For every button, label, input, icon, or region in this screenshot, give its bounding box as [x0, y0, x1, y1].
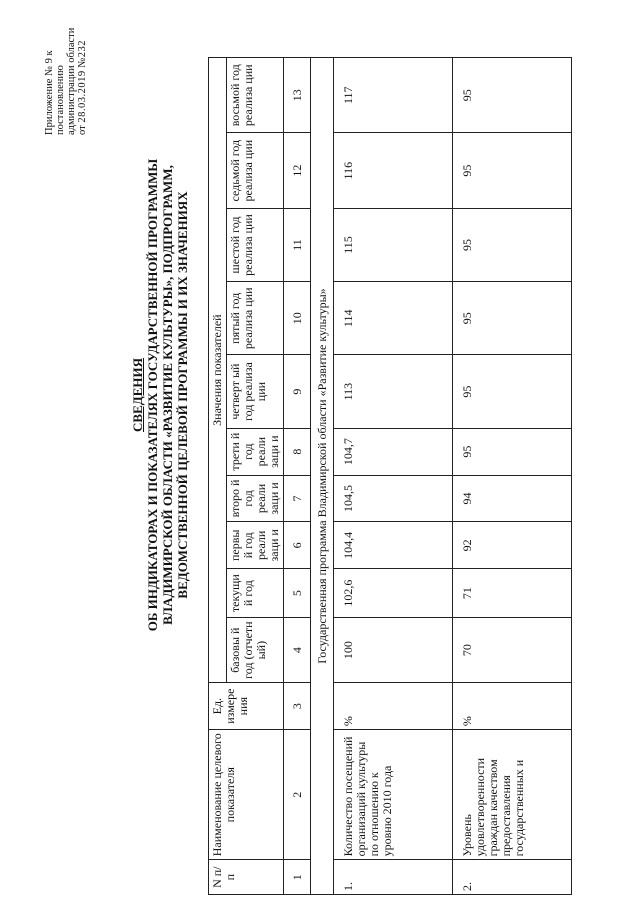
row-value: 94 [453, 475, 572, 522]
header-year: базовы й год (отчетн ый) [227, 618, 284, 683]
row-value: 102,6 [334, 569, 453, 618]
column-number: 5 [284, 569, 311, 618]
header-year: седьмой год реализа ции [227, 133, 284, 208]
title-line-3: ВЛАДИМИРСКОЙ ОБЛАСТИ «РАЗВИТИЕ КУЛЬТУРЫ», ПОДПРОГРАММ, [160, 165, 175, 625]
appendix-date-prefix: от [77, 122, 88, 135]
header-values-group: Значения показателей [209, 58, 227, 683]
row-value: 104,7 [334, 428, 453, 475]
column-number: 9 [284, 355, 311, 428]
section-title: Государственная программа Владимирской области «Развитие культуры» [311, 58, 334, 895]
title-line-2: ОБ ИНДИКАТОРАХ И ПОКАЗАТЕЛЯХ ГОСУДАРСТВЕННОЙ ПРОГРАММЫ [145, 158, 160, 632]
column-number: 4 [284, 618, 311, 683]
row-value: 95 [453, 282, 572, 355]
column-number: 8 [284, 428, 311, 475]
indicators-table [208, 57, 572, 895]
column-number: 10 [284, 282, 311, 355]
column-number: 2 [284, 730, 311, 860]
row-value: 71 [453, 569, 572, 618]
header-name: Наименование целевого показателя [209, 730, 284, 860]
row-value: 92 [453, 522, 572, 569]
row-value: 117 [334, 58, 453, 134]
column-number: 1 [284, 860, 311, 895]
title-line-4: ВЕДОМСТВЕННОЙ ЦЕЛЕВОЙ ПРОГРАММЫ И ИХ ЗНАЧЕНИЯХ [175, 191, 190, 599]
title-heading: СВЕДЕНИЯ [130, 358, 145, 432]
row-value: 95 [453, 58, 572, 134]
row-value: 104,4 [334, 522, 453, 569]
column-number: 3 [284, 683, 311, 730]
row-indicator-name: Количество посещений организаций культуры по отношению к уровню 2010 года [334, 730, 453, 860]
row-value: 95 [453, 428, 572, 475]
row-indicator-name: Уровень удовлетворенности граждан качеством предоставления государственных и [453, 730, 572, 860]
row-value: 115 [334, 208, 453, 281]
row-unit: % [453, 683, 572, 730]
column-number: 13 [284, 58, 311, 134]
appendix-note [44, 0, 88, 135]
row-value: 116 [334, 133, 453, 208]
row-value: 95 [453, 133, 572, 208]
header-num: N п/п [209, 860, 284, 895]
header-year: второ й год реали заци и [227, 475, 284, 522]
appendix-line-3 [77, 0, 88, 135]
column-number: 6 [284, 522, 311, 569]
table-row [453, 58, 572, 895]
row-unit: % [334, 683, 453, 730]
appendix-line-2: администрации области [66, 27, 77, 135]
header-year: четверт ый год реализа ции [227, 355, 284, 428]
appendix-number: №232 [77, 40, 88, 68]
header-year: пятый год реализа ции [227, 282, 284, 355]
header-year: первы й год реали заци и [227, 522, 284, 569]
appendix-date: 28.03.2019 [77, 70, 88, 123]
row-value: 70 [453, 618, 572, 683]
row-number: 1. [334, 860, 453, 895]
column-number: 11 [284, 208, 311, 281]
header-row-1 [209, 58, 227, 895]
header-year: шестой год реализа ции [227, 208, 284, 281]
appendix-line-1: Приложение № 9 к постановлению [44, 50, 66, 135]
row-value: 95 [453, 355, 572, 428]
row-number: 2. [453, 860, 572, 895]
row-value: 95 [453, 208, 572, 281]
row-value: 100 [334, 618, 453, 683]
header-year: трети й год реали заци и [227, 428, 284, 475]
header-unit: Ед. измере ния [209, 683, 284, 730]
row-value: 113 [334, 355, 453, 428]
header-year: восьмой год реализа ции [227, 58, 284, 134]
document-title [130, 45, 190, 745]
row-value: 104,5 [334, 475, 453, 522]
table-row [334, 58, 453, 895]
row-value: 114 [334, 282, 453, 355]
column-number: 7 [284, 475, 311, 522]
column-number: 12 [284, 133, 311, 208]
column-number-row [284, 58, 311, 895]
header-year: текущи й год [227, 569, 284, 618]
section-row [311, 58, 334, 895]
